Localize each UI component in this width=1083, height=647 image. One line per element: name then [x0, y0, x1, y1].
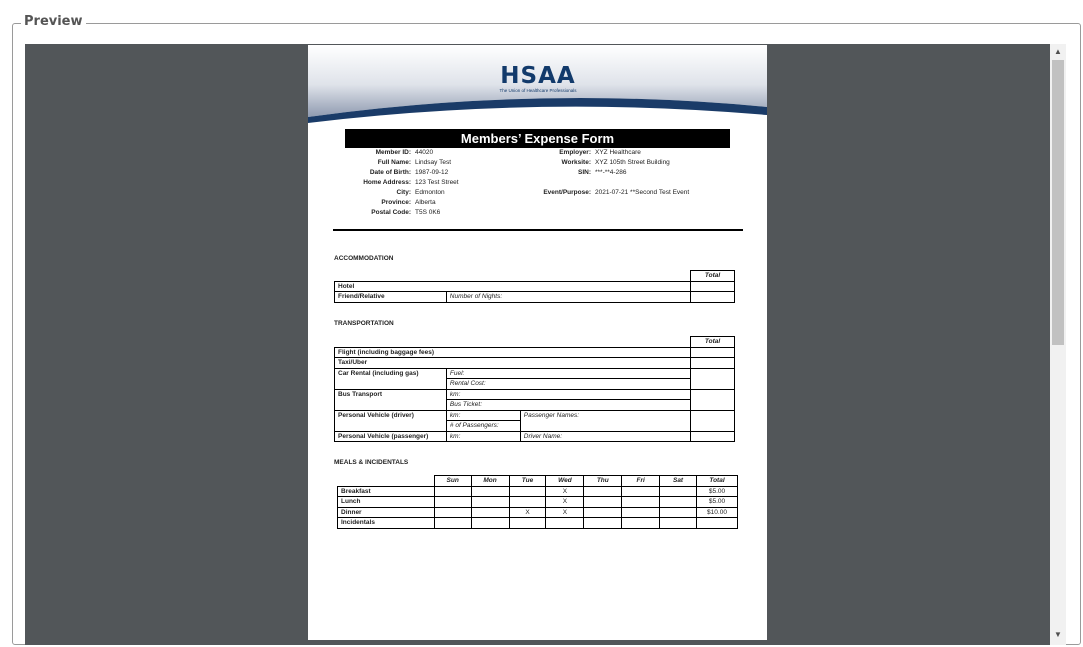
- field-row: [328, 148, 459, 158]
- meal-cell: [622, 486, 660, 497]
- pdf-page: [308, 45, 767, 640]
- day-header: Fri: [622, 476, 660, 487]
- scroll-down-icon[interactable]: ▼: [1054, 630, 1062, 639]
- meal-cell: X: [546, 497, 584, 508]
- taxi-label: Taxi/Uber: [335, 358, 691, 369]
- field-value: Alberta: [415, 199, 436, 206]
- meal-label: Breakfast: [338, 486, 435, 497]
- bus-km-label: km:: [446, 389, 690, 400]
- field-label: SIN:: [578, 169, 591, 176]
- meal-label: Lunch: [338, 497, 435, 508]
- field-value: 44020: [415, 149, 434, 156]
- day-header: Sun: [434, 476, 471, 487]
- day-header: Wed: [546, 476, 584, 487]
- meal-cell: [622, 518, 660, 529]
- vertical-scrollbar[interactable]: [1050, 44, 1066, 645]
- transportation-table: [334, 336, 735, 442]
- field-label: Member ID:: [375, 149, 411, 156]
- meal-total: $5.00: [697, 497, 738, 508]
- meal-total: $10.00: [697, 507, 738, 518]
- total-header: Total: [691, 337, 735, 348]
- pv-passenger-label: Personal Vehicle (passenger): [335, 431, 447, 442]
- meal-row: [338, 507, 738, 518]
- day-header: Thu: [584, 476, 622, 487]
- field-label: City:: [396, 189, 411, 196]
- field-label: Full Name:: [377, 159, 411, 166]
- field-value: 2021-07-21 **Second Test Event: [595, 189, 690, 196]
- driver-name-label: Driver Name:: [520, 431, 690, 442]
- meal-cell: X: [546, 507, 584, 518]
- field-value: Lindsay Test: [415, 159, 452, 166]
- meal-cell: [434, 518, 471, 529]
- driver-km-label: km:: [446, 410, 520, 421]
- fuel-label: Fuel:: [446, 368, 690, 379]
- member-info-left: [328, 148, 459, 218]
- member-info-right: [508, 148, 689, 198]
- hsaa-logo: [478, 63, 598, 93]
- meal-cell: X: [546, 486, 584, 497]
- field-row: [328, 198, 459, 208]
- meal-cell: [509, 497, 546, 508]
- passenger-names-label: Passenger Names:: [520, 410, 690, 431]
- meal-cell: [509, 518, 546, 529]
- form-title: Members’ Expense Form: [345, 129, 730, 148]
- meal-cell: [434, 507, 471, 518]
- field-value: XYZ Healthcare: [595, 149, 641, 156]
- meals-table: [337, 475, 738, 529]
- day-header: Mon: [471, 476, 509, 487]
- field-value: ***-**4-286: [595, 169, 627, 176]
- meal-cell: [660, 518, 697, 529]
- scrollbar-thumb[interactable]: [1052, 60, 1064, 345]
- meal-cell: [471, 497, 509, 508]
- field-row: [328, 188, 459, 198]
- meal-cell: [584, 518, 622, 529]
- field-label: Employer:: [559, 149, 591, 156]
- car-rental-label: Car Rental (including gas): [335, 368, 447, 389]
- flight-label: Flight (including baggage fees): [335, 347, 691, 358]
- meal-cell: [584, 486, 622, 497]
- friend-label: Friend/Relative: [335, 292, 447, 303]
- field-row: [328, 168, 459, 178]
- accommodation-table: [334, 270, 735, 303]
- total-header: Total: [691, 271, 735, 282]
- nights-label: Number of Nights:: [446, 292, 690, 303]
- passenger-km-label: km:: [446, 431, 520, 442]
- meal-cell: [509, 486, 546, 497]
- meal-cell: [622, 507, 660, 518]
- day-header: Tue: [509, 476, 546, 487]
- hotel-label: Hotel: [335, 281, 691, 292]
- meal-row: [338, 486, 738, 497]
- meal-cell: [546, 518, 584, 529]
- meal-row: [338, 497, 738, 508]
- meal-cell: [622, 497, 660, 508]
- logo-tagline: The Union of Healthcare Professionals: [499, 88, 577, 93]
- divider-rule: [333, 229, 743, 231]
- logo-text: HSAA: [500, 63, 576, 89]
- day-header: Total: [697, 476, 738, 487]
- field-row: [328, 178, 459, 188]
- field-row: [508, 178, 689, 188]
- field-label: Date of Birth:: [369, 169, 411, 176]
- meal-cell: [660, 486, 697, 497]
- scroll-up-icon[interactable]: ▲: [1054, 47, 1062, 56]
- field-row: [328, 158, 459, 168]
- meal-cell: [660, 497, 697, 508]
- field-value: 1987-09-12: [415, 169, 449, 176]
- meal-cell: [584, 507, 622, 518]
- meal-cell: [471, 518, 509, 529]
- meal-cell: [584, 497, 622, 508]
- pv-driver-label: Personal Vehicle (driver): [335, 410, 447, 431]
- meal-cell: X: [509, 507, 546, 518]
- bus-ticket-label: Bus Ticket:: [446, 400, 690, 411]
- day-header: Sat: [660, 476, 697, 487]
- field-label: Postal Code:: [371, 209, 411, 216]
- pdf-viewer[interactable]: [25, 44, 1050, 645]
- meal-label: Incidentals: [338, 518, 435, 529]
- field-label: Worksite:: [561, 159, 591, 166]
- field-row: [508, 158, 689, 168]
- field-value: XYZ 105th Street Building: [595, 159, 670, 166]
- field-row: [508, 148, 689, 158]
- field-row: [508, 188, 689, 198]
- num-passengers-label: # of Passengers:: [446, 421, 520, 432]
- accommodation-title: ACCOMMODATION: [334, 255, 394, 262]
- bus-label: Bus Transport: [335, 389, 447, 410]
- field-label: Event/Purpose:: [543, 189, 591, 196]
- meal-cell: [471, 486, 509, 497]
- meal-cell: [660, 507, 697, 518]
- field-label: Province:: [381, 199, 411, 206]
- meal-cell: [471, 507, 509, 518]
- meal-row: [338, 518, 738, 529]
- meals-title: MEALS & INCIDENTALS: [334, 459, 409, 466]
- field-value: T5S 0K6: [415, 209, 441, 216]
- preview-legend: Preview: [21, 14, 86, 29]
- meal-total: $5.00: [697, 486, 738, 497]
- field-value: 123 Test Street: [415, 179, 459, 186]
- field-value: Edmonton: [415, 189, 445, 196]
- meal-cell: [434, 497, 471, 508]
- meal-label: Dinner: [338, 507, 435, 518]
- field-row: [328, 208, 459, 218]
- meal-total: [697, 518, 738, 529]
- field-row: [508, 168, 689, 178]
- field-label: Home Address:: [363, 179, 411, 186]
- rental-cost-label: Rental Cost:: [446, 379, 690, 390]
- meal-cell: [434, 486, 471, 497]
- transportation-title: TRANSPORTATION: [334, 320, 394, 327]
